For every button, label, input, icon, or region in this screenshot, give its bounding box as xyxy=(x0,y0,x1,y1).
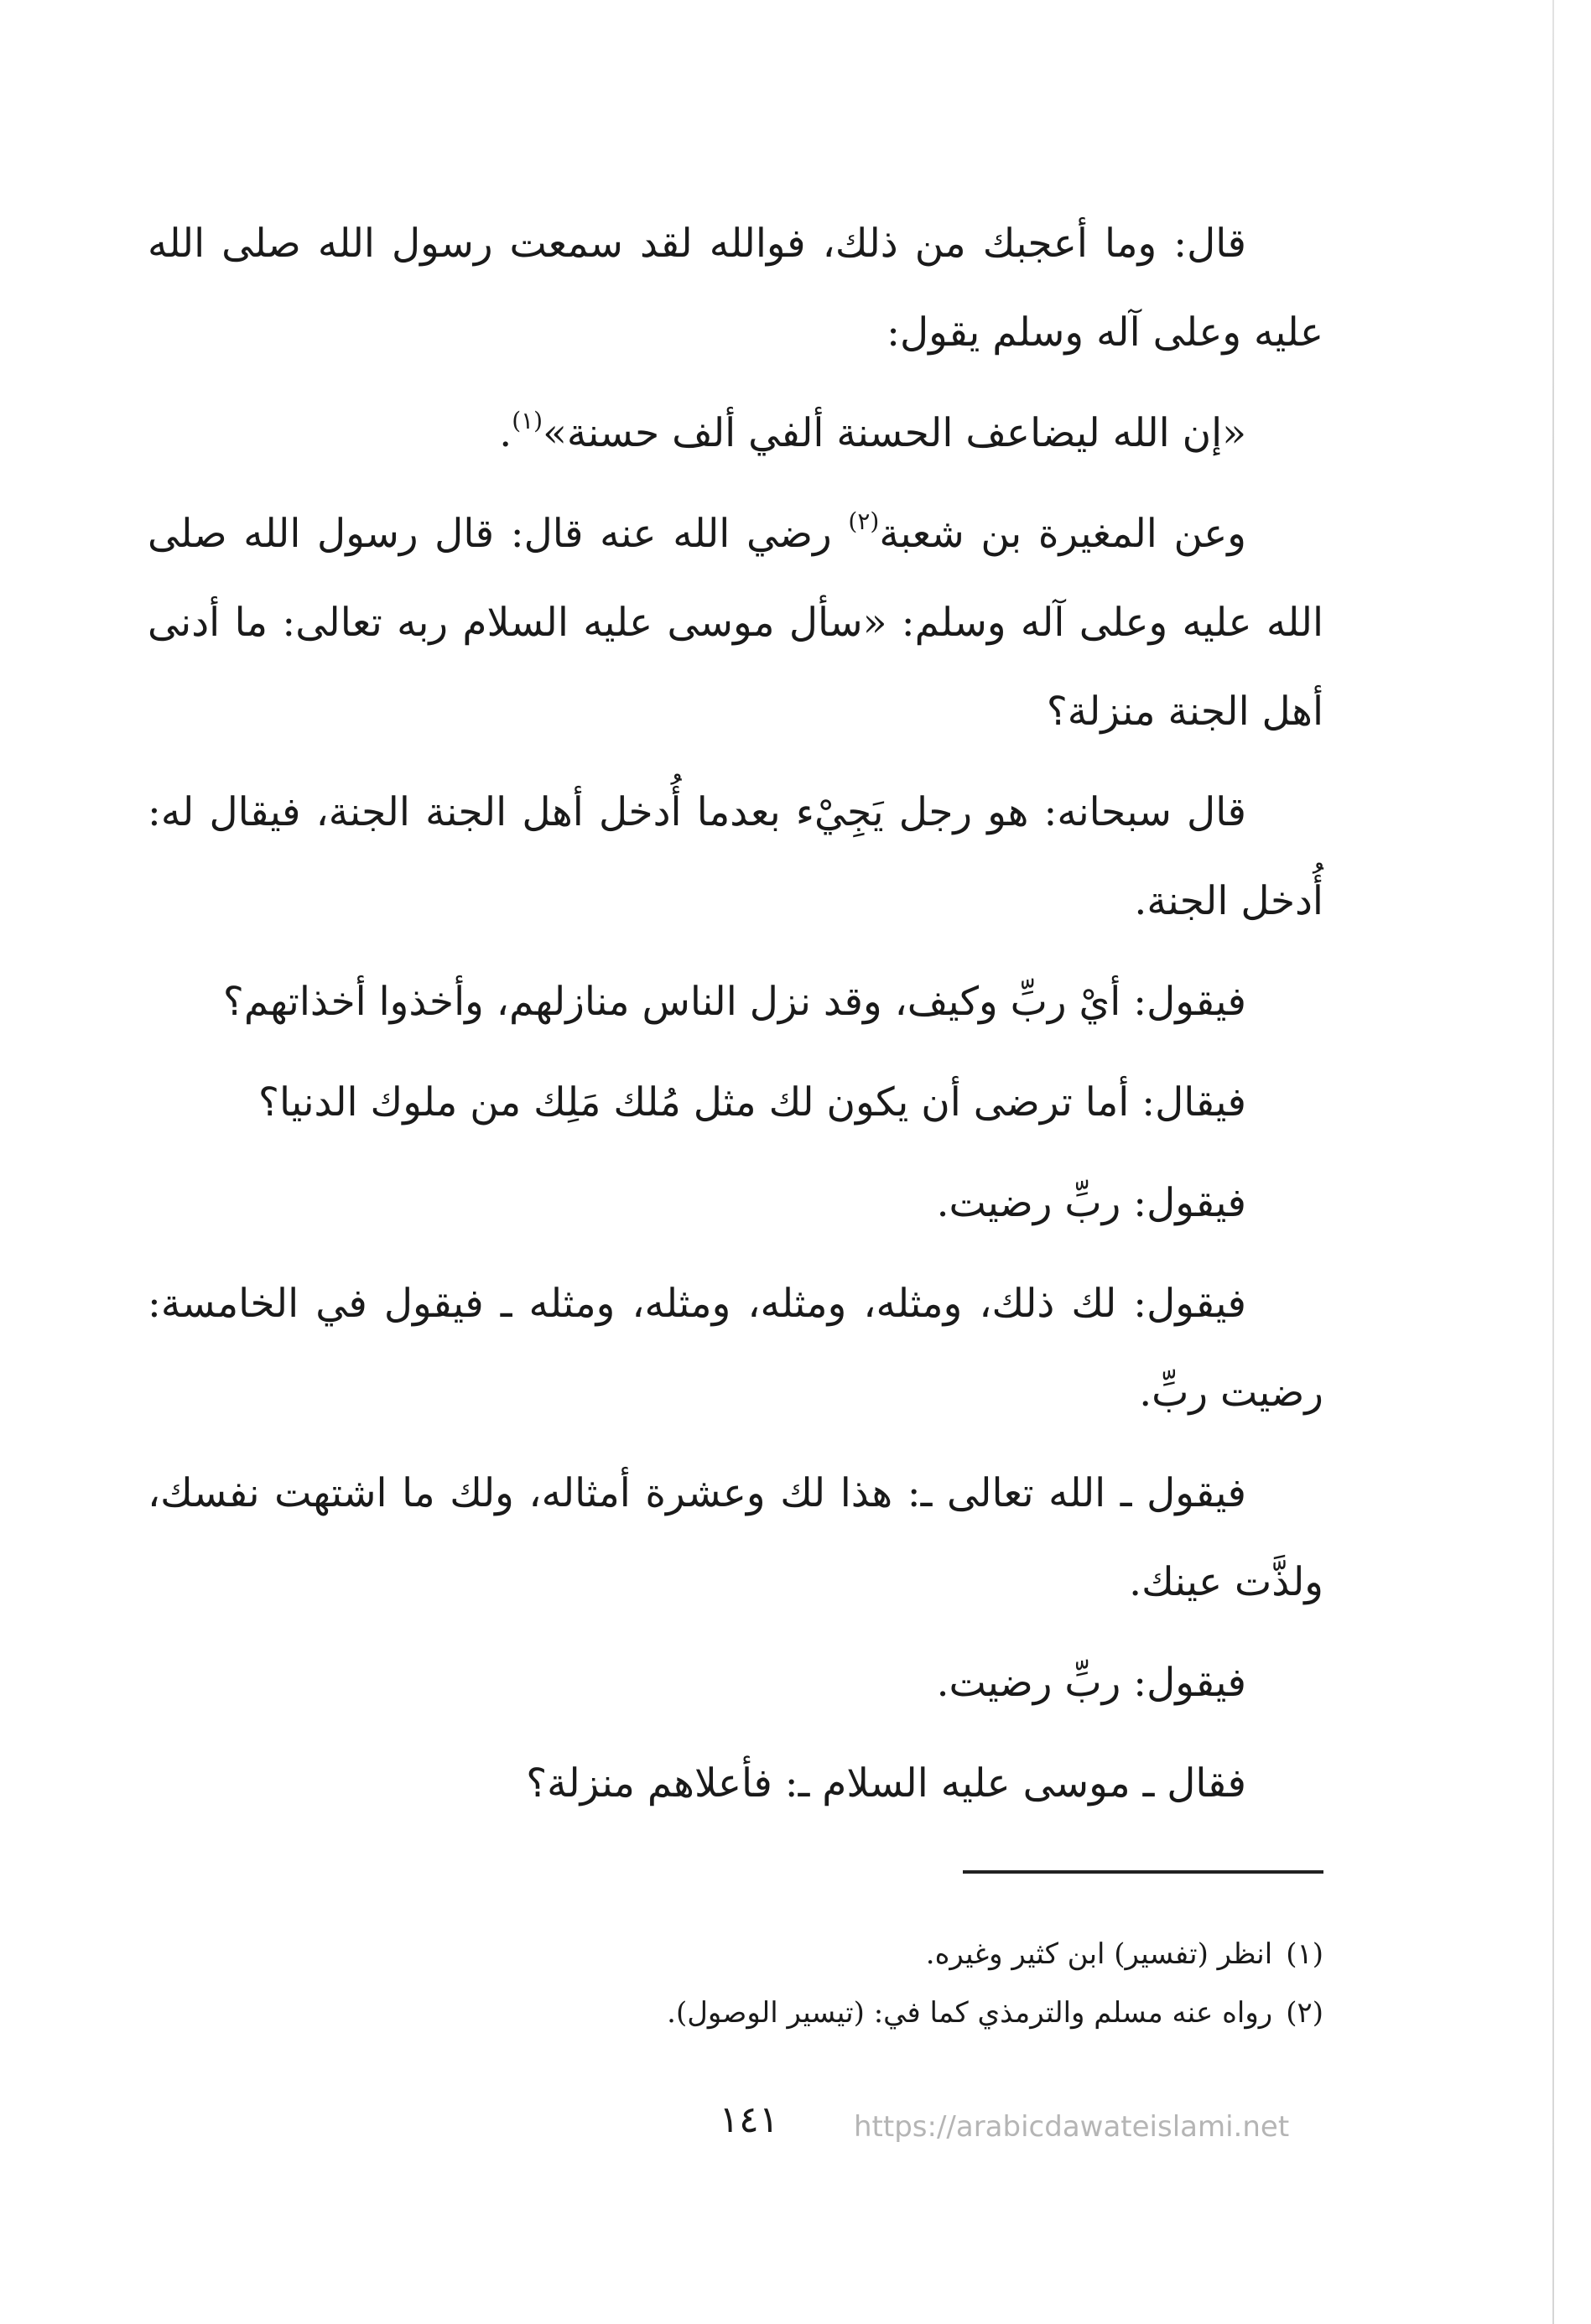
paragraph-1 xyxy=(148,200,1323,377)
paragraph-7 xyxy=(148,1159,1323,1248)
paragraph-11 xyxy=(148,1739,1323,1828)
footnote-ref: (١) xyxy=(512,407,543,435)
footnote-number: (٢) xyxy=(1286,1996,1323,2030)
footnotes xyxy=(148,1925,1323,2042)
paragraph-3 xyxy=(148,490,1323,756)
footnote-divider xyxy=(963,1870,1323,1874)
paragraph-tail: . xyxy=(499,410,512,456)
paragraph-6 xyxy=(148,1058,1323,1147)
footnote-text: انظر (تفسير) ابن كثير وغيره. xyxy=(925,1937,1273,1971)
paragraph-text: فيقول: ربِّ رضيت. xyxy=(936,1180,1246,1226)
paragraph-10 xyxy=(148,1639,1323,1728)
paragraph-text: فيقول ـ الله تعالى ـ: هذا لك وعشرة أمثاله، ولك ما اشتهت نفسك، ولذَّت عينك. xyxy=(148,1470,1323,1605)
paragraph-text: فيقول: أيْ ربِّ وكيف، وقد نزل الناس منازلهم، وأخذوا أخذاتهم؟ xyxy=(222,979,1246,1025)
paragraph-9 xyxy=(148,1449,1323,1627)
footnote-text: رواه عنه مسلم والترمذي كما في: (تيسير الوصول). xyxy=(667,1996,1273,2030)
paragraph-2 xyxy=(148,389,1323,478)
footnote-1 xyxy=(148,1925,1323,1983)
footnote-2 xyxy=(148,1983,1323,2042)
paragraph-text: فيقول: لك ذلك، ومثله، ومثله، ومثله، ومثله ـ فيقول في الخامسة: رضيت ربِّ. xyxy=(148,1281,1323,1416)
paragraph-5 xyxy=(148,958,1323,1047)
footnote-ref: (٢) xyxy=(848,507,880,536)
footnote-number: (١) xyxy=(1286,1937,1323,1971)
paragraph-8 xyxy=(148,1260,1323,1438)
paragraph-text: قال سبحانه: هو رجل يَجِيْء بعدما أُدخل أهل الجنة الجنة، فيقال له: أُدخل الجنة. xyxy=(148,789,1323,924)
paragraph-text: وعن المغيرة بن شعبة xyxy=(879,511,1246,557)
paragraph-text: «إن الله ليضاعف الحسنة ألفي ألف حسنة» xyxy=(543,410,1246,456)
main-text xyxy=(148,200,1323,1840)
paragraph-4 xyxy=(148,768,1323,946)
paragraph-text: فقال ـ موسى عليه السلام ـ: فأعلاهم منزلة؟ xyxy=(526,1760,1246,1807)
paragraph-text: قال: وما أعجبك من ذلك، فوالله لقد سمعت رسول الله صلى الله عليه وعلى آله وسلم يقول: xyxy=(148,221,1323,356)
paragraph-text: فيقول: ربِّ رضيت. xyxy=(936,1660,1246,1706)
page-number: ١٤١ xyxy=(719,2098,779,2141)
paragraph-tail: رضي الله عنه قال: قال رسول الله صلى الله عليه وعلى آله وسلم: «سأل موسى عليه السلام ربه تعالى: ما أدنى أهل الجنة منزلة؟ xyxy=(148,511,1323,735)
scan-edge-line xyxy=(1552,0,1554,2324)
paragraph-text: فيقال: أما ترضى أن يكون لك مثل مُلك مَلِك من ملوك الدنيا؟ xyxy=(258,1079,1246,1126)
watermark-url: https://arabicdawateislami.net xyxy=(854,2110,1290,2144)
